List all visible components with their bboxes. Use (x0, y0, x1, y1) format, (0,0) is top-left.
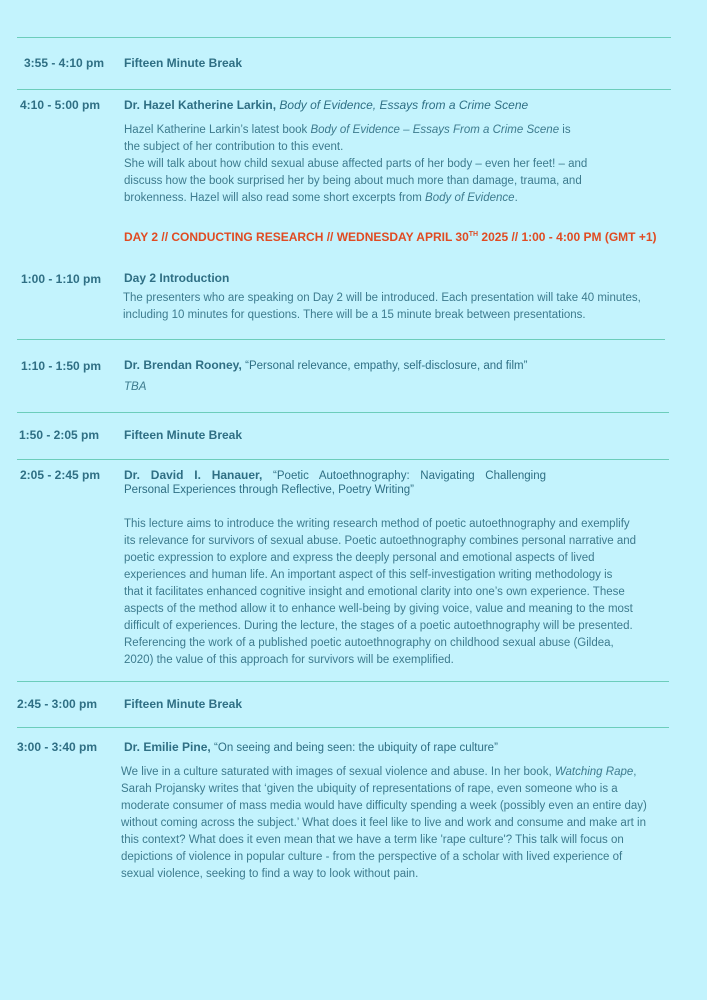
session-title (124, 358, 527, 372)
slot-time: 2:05 - 2:45 pm (20, 468, 101, 482)
talk-title: “Personal relevance, empathy, self-disclosure, and film” (245, 360, 528, 372)
divider (17, 727, 669, 728)
session-title (124, 740, 498, 754)
slot-time: 1:50 - 2:05 pm (19, 428, 100, 442)
speaker-name: Dr. David I. Hanauer, (124, 468, 263, 482)
desc-text: Hazel Katherine Larkin’s latest book (124, 124, 311, 136)
desc-line: discuss how the book surprised her by being about much more than damage, trauma, and (124, 175, 582, 187)
slot-time: 2:45 - 3:00 pm (17, 697, 98, 711)
slot-time: 3:00 - 3:40 pm (17, 740, 98, 754)
desc-line: this context? What does it even mean that we have a term like 'rape culture'? This talk will focus on (121, 834, 624, 846)
desc-text: is (559, 124, 571, 136)
slot-time: 3:55 - 4:10 pm (24, 56, 105, 70)
desc-line: sexual violence, seeking to find a way to look without pain. (121, 868, 419, 880)
slot-time: 4:10 - 5:00 pm (20, 98, 101, 112)
desc-line: experiences and human life. An important aspect of this self-investigation writing methodology is (124, 569, 613, 581)
slot-time: 1:10 - 1:50 pm (21, 359, 102, 373)
desc-line: aspects of the method allow it to enhance well-being by giving voice, value and meaning to the most (124, 603, 633, 615)
desc-line: difficult of experiences. During the lecture, the stages of a poetic autoethnography will be presented. (124, 620, 633, 632)
session-description (124, 122, 644, 207)
break-label: Fifteen Minute Break (124, 697, 243, 711)
desc-text: We live in a culture saturated with images of sexual violence and abuse. In her book, (121, 766, 555, 778)
desc-line: Referencing the work of a published poetic autoethnography on childhood sexual abuse (Gildea, (124, 637, 614, 649)
divider (17, 339, 665, 340)
desc-line: 2020) the value of this approach for survivors will be exemplified. (124, 654, 454, 666)
session-note (124, 379, 146, 396)
session-description (123, 290, 673, 324)
work-title: Body of Evidence, Essays from a Crime Scene (279, 98, 529, 112)
day-heading-text: 2025 // 1:00 - 4:00 PM (GMT +1) (478, 230, 657, 244)
desc-line: She will talk about how child sexual abuse affected parts of her body – even her feet! – and (124, 158, 588, 170)
desc-line: the subject of her contribution to this event. (124, 141, 344, 153)
speaker-name: Dr. Emilie Pine, (124, 740, 211, 754)
divider (17, 89, 671, 90)
speaker-name: Dr. Hazel Katherine Larkin, (124, 98, 277, 112)
break-title (124, 428, 242, 442)
book-title: Body of Evidence – Essays From a Crime Scene (310, 124, 560, 136)
book-title: Body of Evidence (425, 192, 515, 204)
desc-line: poetic expression to explore and express the deeply personal and emotional aspects of lived (124, 552, 595, 564)
desc-text: . (514, 192, 518, 204)
intro-title: Day 2 Introduction (124, 271, 230, 285)
speaker-name: Dr. Brendan Rooney, (124, 358, 242, 372)
desc-text: brokenness. Hazel will also read some short excerpts from (124, 192, 426, 204)
break-title (124, 697, 242, 711)
desc-line: moderate consumer of mass media would have difficulty spending a week (possibly even an entire day) (121, 800, 647, 812)
desc-line: its relevance for survivors of sexual abuse. Poetic autoethnography combines personal narrative and (124, 535, 637, 547)
slot-time: 1:00 - 1:10 pm (21, 272, 102, 286)
desc-text: , (633, 766, 637, 778)
desc-line: that it facilitates enhanced cognitive insight and emotional clarity into one’s own experience. These (124, 586, 625, 598)
day-heading (124, 230, 657, 244)
divider (17, 37, 671, 38)
desc-line: The presenters who are speaking on Day 2 will be introduced. Each presentation will take 40 minutes, (123, 292, 641, 304)
talk-title: “On seeing and being seen: the ubiquity of rape culture” (214, 742, 498, 754)
break-label: Fifteen Minute Break (124, 428, 243, 442)
book-title: Watching Rape (554, 766, 634, 778)
break-label: Fifteen Minute Break (124, 56, 243, 70)
day-heading-text: DAY 2 // CONDUCTING RESEARCH // WEDNESDAY APRIL 30 (124, 230, 469, 244)
talk-title: Personal Experiences through Reflective, Poetry Writing” (124, 484, 414, 496)
session-title (124, 271, 229, 285)
desc-line: Sarah Projansky writes that ‘given the ubiquity of representations of rape, even someone who is a (121, 783, 618, 795)
tba-note: TBA (124, 381, 147, 393)
session-description (124, 516, 664, 669)
session-description (121, 764, 681, 883)
divider (17, 412, 669, 413)
desc-line: depictions of violence in popular culture - from the perspective of a scholar with lived experience of (121, 851, 623, 863)
desc-line: without coming across the subject.’ What does it feel like to live and work and consume and make art in (121, 817, 647, 829)
talk-title: “Poetic Autoethnography: Navigating Challenging (273, 470, 546, 482)
divider (17, 459, 669, 460)
desc-line: This lecture aims to introduce the writing research method of poetic autoethnography and exemplify (124, 518, 630, 530)
divider (17, 681, 669, 682)
session-title (124, 468, 546, 496)
day-heading-sup: TH (468, 231, 479, 238)
session-title (124, 98, 528, 112)
desc-line: including 10 minutes for questions. There will be a 15 minute break between presentations. (123, 309, 586, 321)
break-title (124, 56, 242, 70)
